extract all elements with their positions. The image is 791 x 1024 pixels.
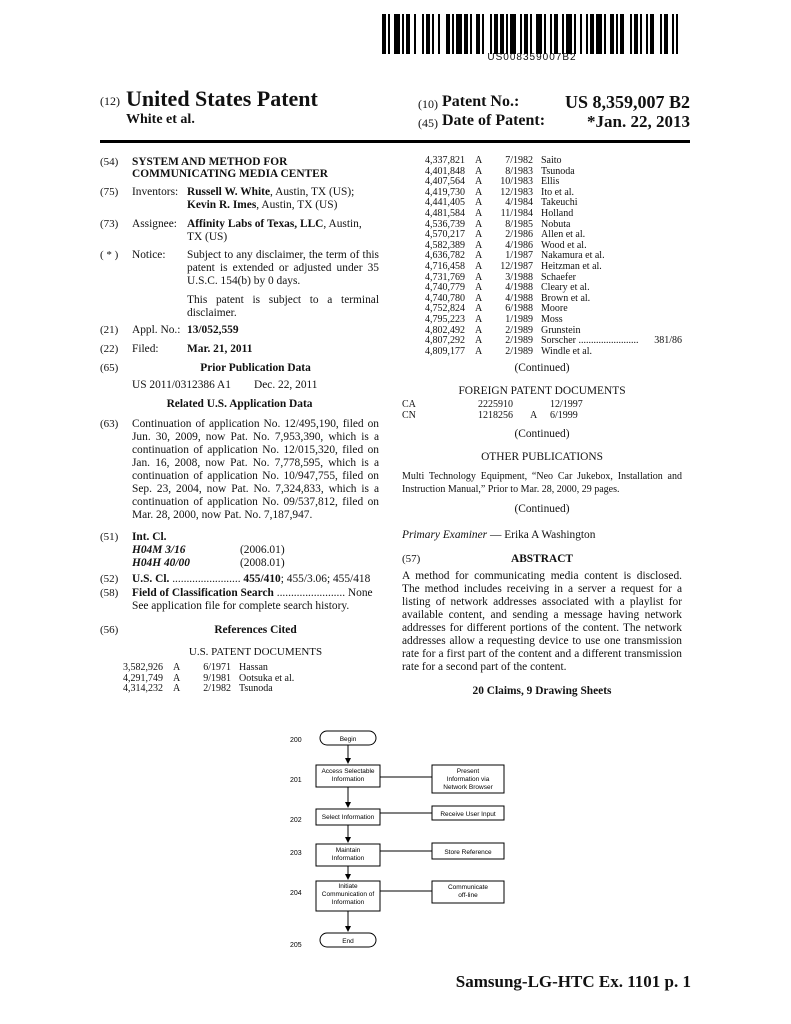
- reference-no: 4,716,458: [425, 260, 465, 272]
- field-code-56: (56): [100, 624, 119, 636]
- field-of-search-dots: ........................: [276, 587, 346, 599]
- reference-kind: A: [475, 176, 483, 188]
- inventor-1-location: , Austin, TX (US);: [270, 186, 355, 198]
- reference-cls: [642, 188, 682, 199]
- reference-date: 9/1981: [203, 672, 231, 684]
- reference-date: 2/1986: [505, 229, 533, 241]
- abstract-text: A method for communicating media content is disclosed. The method includes receiving in a server a request for a listing of network addresses associated with a playlist for available content, and sending a message having network addresses for different portions of the content. The network addresses allow a requesting device to use one transmission rate for a first part of the content and a different transmission rate for a second part of the content.: [402, 570, 682, 673]
- notice-label: Notice:: [132, 249, 166, 261]
- reference-no: 4,441,405: [425, 197, 465, 209]
- reference-date: 12/1983: [500, 186, 533, 198]
- primary-examiner: [402, 529, 595, 542]
- flowchart-step3-text: Information: [331, 855, 365, 862]
- foreign-reference-no: 1218256: [478, 409, 513, 421]
- reference-cls: [642, 262, 682, 273]
- patent-authors: White et al.: [126, 112, 195, 127]
- reference-kind: A: [475, 282, 483, 294]
- foreign-reference-row: [402, 411, 682, 422]
- flowchart-side2-text: Receive User Input: [440, 811, 496, 818]
- int-cl-code-1: H04M 3/16: [132, 544, 186, 556]
- reference-cls: [642, 251, 682, 262]
- field-code-notice: ( * ): [100, 249, 119, 261]
- us-cl-rest: ; 455/3.06; 455/418: [280, 573, 371, 585]
- us-references-list-left: [123, 663, 379, 695]
- reference-kind: A: [173, 662, 181, 673]
- flowchart-diagram: [280, 725, 510, 975]
- int-cl-year-1: (2006.01): [240, 544, 285, 556]
- inventor-2-location: , Austin, TX (US): [256, 199, 338, 211]
- reference-no: 4,795,223: [425, 313, 465, 325]
- reference-date: 1/1989: [505, 313, 533, 325]
- reference-no: 4,570,217: [425, 229, 465, 241]
- field-of-search-label: Field of Classification Search: [132, 587, 274, 599]
- reference-cls: [642, 315, 682, 326]
- related-application-heading: Related U.S. Application Data: [166, 398, 313, 410]
- reference-date: 2/1989: [505, 345, 533, 357]
- reference-no: 4,802,492: [425, 324, 465, 336]
- foreign-reference-no: 2225910: [478, 399, 513, 410]
- field-code-75: (75): [100, 186, 119, 198]
- foreign-reference-date: 6/1999: [550, 409, 578, 421]
- reference-name: Moore: [541, 303, 568, 315]
- references-continued: (Continued): [514, 362, 570, 374]
- reference-cls: [642, 220, 682, 231]
- reference-name: Ito et al.: [541, 186, 575, 198]
- reference-name: Moss: [541, 313, 563, 325]
- reference-kind: A: [475, 324, 483, 336]
- reference-name: Nakamura et al.: [541, 250, 605, 262]
- int-cl-label: Int. Cl.: [132, 531, 167, 543]
- barcode: [382, 14, 682, 54]
- flowchart-side3-text: Store Reference: [444, 849, 492, 856]
- reference-name: Grunstein: [541, 324, 581, 336]
- flowchart-step1-text: Information: [331, 776, 365, 783]
- field-code-45: (45): [418, 116, 438, 130]
- field-code-63: (63): [100, 418, 119, 430]
- flowchart-side1-text: Information via: [446, 776, 490, 783]
- flowchart-step4-text: Communication of: [321, 891, 375, 898]
- reference-date: 3/1988: [505, 271, 533, 283]
- field-code-51: (51): [100, 531, 119, 543]
- reference-date: 11/1984: [500, 207, 533, 219]
- reference-name: Hassan: [239, 662, 268, 673]
- reference-name: Tsunoda: [239, 683, 273, 695]
- filed-label: Filed:: [132, 343, 159, 355]
- reference-cls: [642, 304, 682, 315]
- reference-row: [425, 315, 682, 326]
- reference-cls: [642, 198, 682, 209]
- foreign-reference-country: CN: [402, 409, 416, 421]
- reference-kind: A: [475, 271, 483, 283]
- reference-name: Ellis: [541, 176, 560, 188]
- field-code-65: (65): [100, 362, 119, 374]
- primary-examiner-label: Primary Examiner: [402, 529, 488, 541]
- reference-name: Ootsuka et al.: [239, 672, 295, 684]
- reference-cls: [642, 177, 682, 188]
- patent-type-title: United States Patent: [126, 86, 318, 111]
- foreign-reference-row: [402, 400, 682, 411]
- reference-no: 4,419,730: [425, 186, 465, 198]
- reference-kind: A: [475, 335, 483, 347]
- reference-date: 8/1985: [505, 218, 533, 230]
- reference-name: Allen et al.: [541, 229, 586, 241]
- reference-date: 10/1983: [500, 176, 533, 188]
- us-cl-dots: ........................: [172, 573, 241, 585]
- inventor-1-name: Russell W. White: [187, 186, 271, 198]
- us-references-list-right: [425, 156, 682, 357]
- reference-no: 4,291,749: [123, 672, 163, 684]
- related-application-text: Continuation of application No. 12/495,190, filed on Jun. 30, 2009, now Pat. No. 7,953,390, which is a continuation of application No. 12/015,320, filed on Jan. 16, 2008, now Pat. No. 7,778,595, which is a continuation of application No. 10/947,755, filed on Sep. 23, 2004, now Pat. No. 7,324,833, which is a continuation of application No. 09/537,812, filed on Mar. 28, 2000, now Pat. No. 7,187,947.: [132, 418, 379, 521]
- reference-row: [123, 663, 379, 674]
- reference-no: 4,752,824: [425, 303, 465, 315]
- assignee-label: Assignee:: [132, 218, 177, 230]
- foreign-patent-documents-heading: FOREIGN PATENT DOCUMENTS: [458, 385, 626, 397]
- field-code-21: (21): [100, 324, 119, 336]
- reference-date: 4/1984: [505, 197, 533, 209]
- ref-label-200: 200: [290, 737, 302, 744]
- patent-no-label: Patent No.:: [442, 93, 520, 110]
- reference-kind: A: [475, 155, 483, 166]
- reference-name: Tsunoda: [541, 165, 575, 177]
- reference-no: 4,481,584: [425, 207, 465, 219]
- reference-no: 4,314,232: [123, 683, 163, 695]
- flowchart-step4-text: Initiate: [338, 883, 358, 890]
- reference-name: Heitzman et al.: [541, 260, 602, 272]
- other-publications-text: Multi Technology Equipment, “Neo Car Jukebox, Installation and Instruction Manual,” Prior to Mar. 28, 2000, 29 pages.: [402, 471, 682, 495]
- field-of-search: [132, 587, 373, 600]
- reference-date: 6/1988: [505, 303, 533, 315]
- reference-name: Windle et al.: [541, 345, 592, 357]
- reference-kind: A: [475, 292, 483, 304]
- reference-date: 4/1988: [505, 292, 533, 304]
- flowchart-side1-text: Network Browser: [443, 784, 493, 791]
- reference-no: 4,807,292: [425, 335, 465, 347]
- reference-name: Holland: [541, 207, 574, 219]
- header-rule: [100, 140, 690, 143]
- reference-kind: A: [173, 672, 181, 684]
- reference-row: [425, 209, 682, 220]
- barcode-bar: [678, 14, 682, 54]
- reference-kind: A: [475, 229, 483, 241]
- reference-kind: A: [475, 345, 483, 357]
- reference-date: 1/1987: [505, 250, 533, 262]
- reference-name: Wood et al.: [541, 239, 587, 251]
- us-patent-documents-heading: U.S. PATENT DOCUMENTS: [188, 646, 323, 658]
- reference-name: Cleary et al.: [541, 282, 590, 294]
- assignee: [187, 218, 362, 231]
- primary-examiner-name: — Erika A Washington: [487, 529, 596, 541]
- flowchart-end-text: End: [342, 938, 354, 945]
- reference-no: 4,731,769: [425, 271, 465, 283]
- flowchart-step1-text: Access Selectable: [321, 768, 375, 775]
- flowchart-side1-text: Present: [456, 768, 480, 775]
- reference-row: [425, 262, 682, 273]
- terminal-disclaimer-text: This patent is subject to a terminal disclaimer.: [187, 294, 379, 319]
- reference-no: 4,401,848: [425, 165, 465, 177]
- reference-kind: A: [475, 165, 483, 177]
- reference-kind: A: [475, 186, 483, 198]
- flowchart-step4-text: Information: [331, 899, 365, 906]
- ref-label-202: 202: [290, 817, 302, 824]
- prior-publication-number: US 2011/0312386 A1: [132, 379, 231, 391]
- field-code-58: (58): [100, 587, 119, 599]
- exhibit-footer: Samsung-LG-HTC Ex. 1101 p. 1: [455, 972, 691, 991]
- reference-date: 2/1989: [505, 335, 533, 347]
- reference-cls: [642, 294, 682, 305]
- reference-row: [425, 347, 682, 358]
- field-of-search-value: None: [347, 587, 373, 599]
- reference-date: 2/1982: [203, 683, 231, 695]
- reference-row: [425, 156, 682, 167]
- notice-text: Subject to any disclaimer, the term of this patent is extended or adjusted under 35 U.S.C. 154(b) by 0 days.: [187, 249, 379, 287]
- ref-label-204: 204: [290, 890, 302, 897]
- flowchart-side4-text: off-line: [458, 892, 478, 899]
- reference-cls: [642, 167, 682, 178]
- other-publications-continued: (Continued): [514, 503, 570, 515]
- reference-name: Takeuchi: [541, 197, 578, 209]
- reference-kind: A: [173, 683, 181, 695]
- reference-cls: [642, 209, 682, 220]
- reference-kind: A: [475, 303, 483, 315]
- reference-date: 2/1989: [505, 324, 533, 336]
- invention-title-line1: SYSTEM AND METHOD FOR: [132, 156, 288, 168]
- reference-no: 4,809,177: [425, 345, 465, 357]
- us-cl-label: U.S. Cl.: [132, 573, 170, 585]
- reference-date: 12/1987: [500, 260, 533, 272]
- reference-kind: A: [475, 218, 483, 230]
- reference-name: Brown et al.: [541, 292, 591, 304]
- inventor-2: [187, 199, 337, 212]
- reference-no: 4,582,389: [425, 239, 465, 251]
- reference-cls: [642, 230, 682, 241]
- ref-label-203: 203: [290, 850, 302, 857]
- reference-date: 6/1971: [203, 662, 231, 673]
- inventors-label: Inventors:: [132, 186, 179, 198]
- reference-name: Sorscher ........................: [541, 335, 639, 347]
- foreign-reference-kind: A: [530, 409, 538, 421]
- references-cited-heading: References Cited: [214, 624, 297, 636]
- appl-no-label: Appl. No.:: [132, 324, 181, 336]
- reference-cls: [642, 241, 682, 252]
- int-cl-year-2: (2008.01): [240, 557, 285, 569]
- flowchart-step3-text: Maintain: [335, 847, 361, 854]
- date-of-patent: *Jan. 22, 2013: [587, 112, 690, 131]
- inventor-1: [187, 186, 354, 199]
- reference-kind: A: [475, 239, 483, 251]
- reference-date: 4/1988: [505, 282, 533, 294]
- foreign-reference-date: 12/1997: [550, 399, 583, 410]
- reference-no: 4,407,564: [425, 176, 465, 188]
- reference-kind: A: [475, 197, 483, 209]
- reference-no: 4,636,782: [425, 250, 465, 262]
- reference-cls: [642, 156, 682, 167]
- foreign-references-list: [402, 400, 682, 421]
- field-code-10: (10): [418, 97, 438, 111]
- field-code-22: (22): [100, 343, 119, 355]
- int-cl-code-2: H04H 40/00: [132, 557, 190, 569]
- flowchart-step2-text: Select Information: [321, 814, 375, 821]
- field-code-54: (54): [100, 156, 119, 168]
- reference-name: Saito: [541, 155, 562, 166]
- us-cl-main: 455/410: [243, 573, 281, 585]
- reference-no: 4,337,821: [425, 155, 465, 166]
- field-code-52: (52): [100, 573, 119, 585]
- us-cl: [132, 573, 370, 586]
- assignee-name: Affinity Labs of Texas, LLC: [187, 218, 324, 230]
- reference-date: 4/1986: [505, 239, 533, 251]
- reference-kind: A: [475, 260, 483, 272]
- prior-publication-date: Dec. 22, 2011: [254, 379, 318, 391]
- flowchart-side4-text: Communicate: [447, 884, 489, 891]
- assignee-location: , Austin,: [323, 218, 362, 230]
- reference-date: 8/1983: [505, 165, 533, 177]
- filed-date: Mar. 21, 2011: [187, 343, 253, 355]
- reference-no: 4,536,739: [425, 218, 465, 230]
- foreign-reference-country: CA: [402, 399, 416, 410]
- field-of-search-note: See application file for complete search history.: [132, 600, 350, 612]
- other-publications-heading: OTHER PUBLICATIONS: [481, 451, 603, 463]
- reference-date: 7/1982: [505, 155, 533, 166]
- foreign-reference-kind: [530, 400, 550, 411]
- reference-no: 4,740,779: [425, 282, 465, 294]
- assignee-location-2: TX (US): [187, 231, 228, 243]
- reference-kind: A: [475, 250, 483, 262]
- claims-and-sheets: 20 Claims, 9 Drawing Sheets: [472, 685, 612, 697]
- foreign-references-continued: (Continued): [514, 428, 570, 440]
- reference-no: 4,740,780: [425, 292, 465, 304]
- reference-kind: A: [475, 313, 483, 325]
- ref-label-205: 205: [290, 942, 302, 949]
- reference-no: 3,582,926: [123, 662, 163, 673]
- reference-name: Schaefer: [541, 271, 576, 283]
- field-code-12: (12): [100, 94, 120, 108]
- reference-cls: [642, 347, 682, 358]
- ref-label-201: 201: [290, 777, 302, 784]
- appl-no: 13/052,559: [187, 324, 239, 336]
- field-code-73: (73): [100, 218, 119, 230]
- field-code-57: (57): [402, 553, 421, 565]
- patent-number: US 8,359,007 B2: [564, 92, 690, 112]
- reference-row: [123, 684, 379, 695]
- barcode-number: US008359007B2: [487, 52, 577, 63]
- reference-cls: [642, 273, 682, 284]
- reference-name: Nobuta: [541, 218, 571, 230]
- prior-publication-heading: Prior Publication Data: [200, 362, 311, 374]
- invention-title-line2: COMMUNICATING MEDIA CENTER: [132, 168, 328, 180]
- reference-cls: 381/86: [654, 335, 682, 347]
- inventor-2-name: Kevin R. Imes: [187, 199, 257, 211]
- date-of-patent-label: Date of Patent:: [442, 112, 546, 129]
- reference-cls: [642, 283, 682, 294]
- flowchart-begin-text: Begin: [339, 736, 357, 743]
- abstract-heading: ABSTRACT: [510, 553, 574, 565]
- reference-kind: A: [475, 207, 483, 219]
